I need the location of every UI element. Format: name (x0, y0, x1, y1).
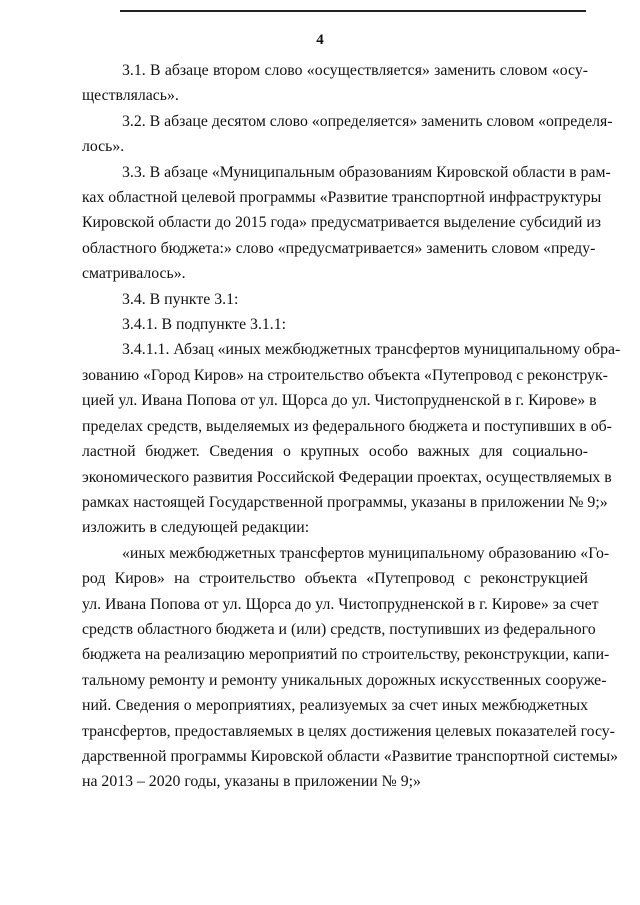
text-line: сматривалось». (82, 265, 186, 283)
text-line: ках областной целевой программы «Развитие транспортной инфраструктуры (82, 189, 602, 207)
text-line: тальному ремонту и ремонту уникальных дорожных искусственных сооруже- (82, 671, 607, 689)
text-line: на 2013 – 2020 годы, указаны в приложении № 9;» (82, 773, 421, 791)
paragraph (82, 312, 588, 337)
text-line: ул. Ивана Попова от ул. Щорса до ул. Чистопрудненской в г. Кирове» за счет (82, 595, 599, 613)
text-line: «иных межбюджетных трансфертов муниципальному образованию «Го- (122, 544, 610, 562)
text-line: дарственной программы Кировской области «Развитие транспортной системы» (82, 747, 618, 765)
text-line: ний. Сведения о мероприятиях, реализуемых за счет иных межбюджетных (82, 697, 588, 715)
text-line: изложить в следующей редакции: (82, 519, 310, 537)
text-line: 3.4.1. В подпункте 3.1.1: (122, 316, 287, 334)
text-line: областного бюджета:» слово «предусматривается» заменить словом «преду- (82, 239, 596, 257)
paragraph (82, 337, 621, 540)
text-line: 3.1. В абзаце втором слово «осуществляется» заменить словом «осу- (122, 62, 588, 79)
top-rule (120, 10, 586, 12)
text-line: бюджета на реализацию мероприятий по строительству, реконструкции, капи- (82, 646, 610, 664)
text-line: 3.4. В пункте 3.1: (122, 290, 239, 308)
paragraph (82, 541, 618, 795)
text-line: Кировской области до 2015 года» предусматривается выделение субсидий из (82, 214, 602, 232)
text-line: ластной бюджет. Сведения о крупных особо важных для социально- (82, 443, 588, 461)
paragraph (82, 58, 588, 109)
paragraph (82, 160, 611, 287)
page-number: 4 (316, 32, 324, 48)
text-line: 3.2. В абзаце десятом слово «определяется» заменить словом «определя- (122, 112, 613, 130)
text-line: средств областного бюджета и (или) средств, поступивших из федерального (82, 620, 596, 638)
paragraph (82, 287, 588, 312)
text-line: экономического развития Российской Федерации проектах, осуществляемых в (82, 468, 612, 486)
text-line: зованию «Город Киров» на строительство объекта «Путепровод с реконструк- (82, 366, 608, 384)
text-line: род Киров» на строительство объекта «Путепровод с реконструкцией (82, 570, 588, 588)
text-line: пределах средств, выделяемых из федерального бюджета и поступивших в об- (82, 417, 612, 435)
text-line: 3.3. В абзаце «Муниципальным образованиям Кировской области в рам- (122, 163, 611, 181)
paragraph (82, 109, 613, 160)
text-line: 3.4.1.1. Абзац «иных межбюджетных трансфертов муниципальному обра- (122, 341, 621, 359)
text-line: лось». (82, 138, 125, 156)
text-line: трансфертов, предоставляемых в целях достижения целевых показателей госу- (82, 722, 615, 740)
text-line: цией ул. Ивана Попова от ул. Щорса до ул. Чистопрудненской в г. Кирове» в (82, 392, 597, 410)
text-line: рамках настоящей Государственной программы, указаны в приложении № 9;» (82, 493, 608, 511)
text-line: ществлялась». (82, 87, 179, 105)
document-body (82, 58, 621, 795)
